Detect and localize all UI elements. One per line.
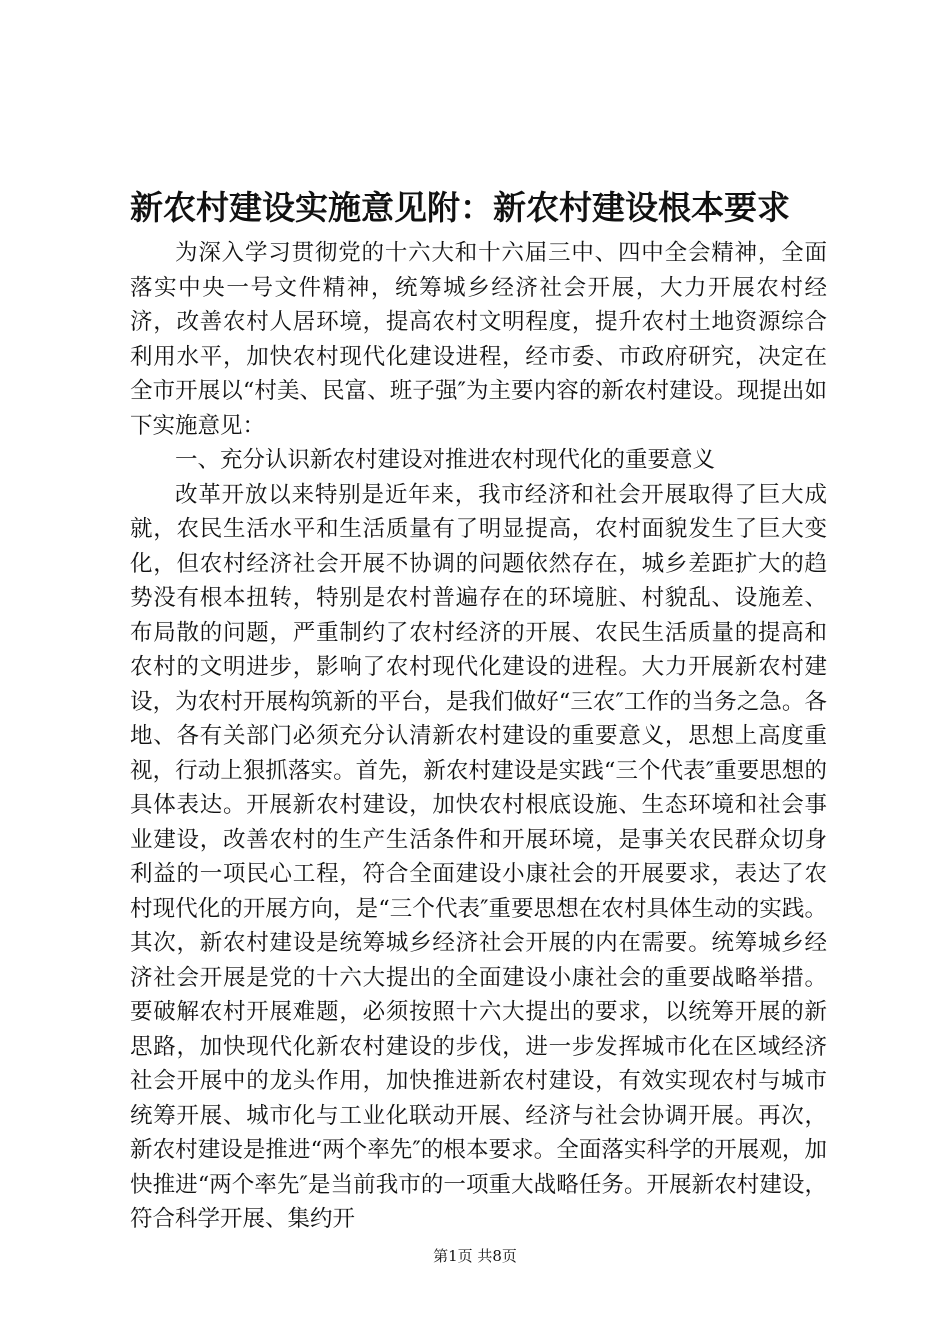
intro-paragraph: 为深入学习贯彻党的十六大和十六届三中、四中全会精神，全面落实中央一号文件精神，统筹城乡经济社会开展，大力开展农村经济，改善农村人居环境，提高农村文明程度，提升农村土地资源综合利用水平，加快农村现代化建设进程，经市委、市政府研究，决定在全市开展以“村美、民富、班子强″为主要内容的新农村建设。现提出如下实施意见： <box>130 240 827 439</box>
document-body <box>130 236 827 1237</box>
body-paragraph: 改革开放以来特别是近年来，我市经济和社会开展取得了巨大成就，农民生活水平和生活质量有了明显提高，农村面貌发生了巨大变化，但农村经济社会开展不协调的问题依然存在，城乡差距扩大的趋势没有根本扭转，特别是农村普遍存在的环境脏、村貌乱、设施差、布局散的问题，严重制约了农村经济的开展、农民生活质量的提高和农村的文明进步，影响了农村现代化建设的进程。大力开展新农村建设，为农村开展构筑新的平台，是我们做好“三农″工作的当务之急。各地、各有关部门必须充分认清新农村建设的重要意义，思想上高度重视，行动上狠抓落实。首先，新农村建设是实践“三个代表″重要思想的具体表达。开展新农村建设，加快农村根底设施、生态环境和社会事业建设，改善农村的生产生活条件和开展环境，是事关农民群众切身利益的一项民心工程，符合全面建设小康社会的开展要求，表达了农村现代化的开展方向，是“三个代表″重要思想在农村具体生动的实践。其次，新农村建设是统筹城乡经济社会开展的内在需要。统筹城乡经济社会开展是党的十六大提出的全面建设小康社会的重要战略举措。要破解农村开展难题，必须按照十六大提出的要求，以统筹开展的新思路，加快现代化新农村建设的步伐，进一步发挥城市化在区域经济社会开展中的龙头作用，加快推进新农村建设，有效实现农村与城市统筹开展、城市化与工业化联动开展、经济与社会协调开展。再次，新农村建设是推进“两个率先″的根本要求。全面落实科学的开展观，加快推进“两个率先″是当前我市的一项重大战略任务。开展新农村建设，符合科学开展、集约开 <box>130 481 827 1232</box>
document-title: 新农村建设实施意见附：新农村建设根本要求 <box>130 188 790 227</box>
section-heading: 一、充分认识新农村建设对推进农村现代化的重要意义 <box>175 447 716 473</box>
page-footer: 第1页 共8页 <box>433 1247 517 1265</box>
